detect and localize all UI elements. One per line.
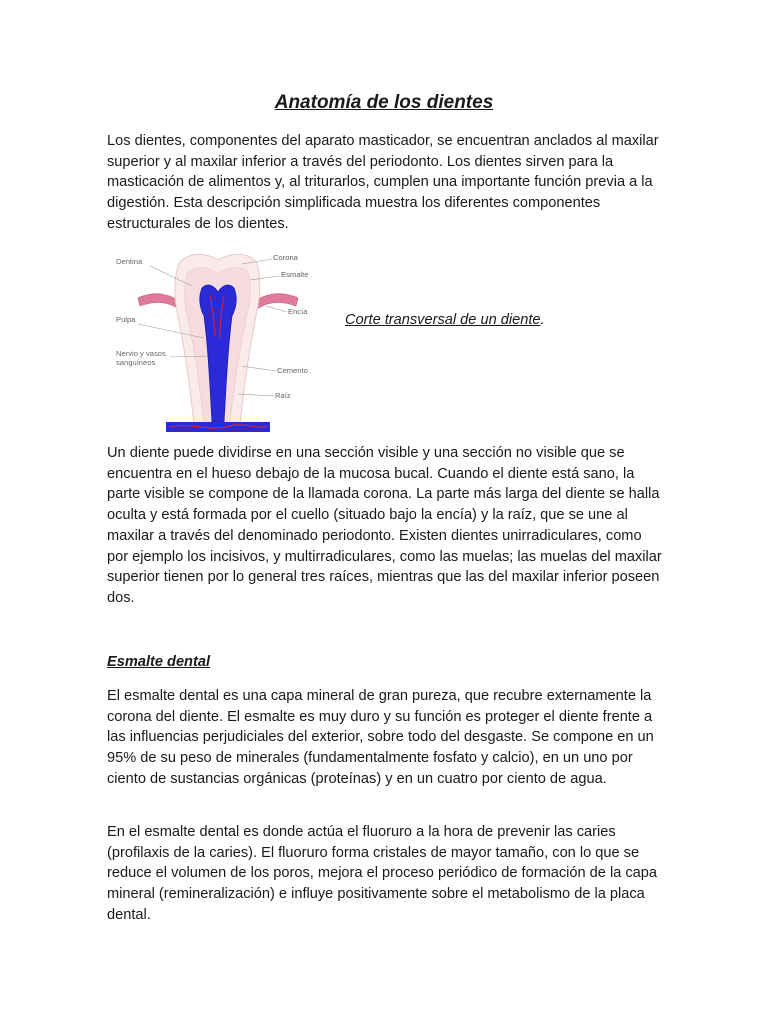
enamel-paragraph: El esmalte dental es una capa mineral de gran pureza, que recubre externamente la corona del diente. El esmalte es muy duro y su función es proteger el diente frente a las influencias perjudiciales del exterior, sobre todo del desgaste. Se compone en un 95% de su peso de minerales (fundamentalmente fosfato y calcio), en un uno por ciento de sustancias orgánicas (proteínas) y en un cuatro por ciento de agua.	[107, 688, 654, 787]
label-raiz: Raíz	[275, 391, 291, 400]
fluoride-paragraph: En el esmalte dental es donde actúa el fluoruro a la hora de prevenir las caries (profilaxis de la caries). El fluoruro forma cristales de mayor tamaño, con lo que se reduce el volumen de los poros, mejora el proceso periódico de formación de la capa mineral (remineralización) e influye positivamente sobre el metabolismo de la placa dental.	[107, 824, 658, 923]
tooth-cross-section-illustration	[110, 246, 345, 438]
label-pulpa: Pulpa	[116, 315, 136, 324]
tooth-diagram	[110, 246, 345, 438]
label-esmalte: Esmalte	[281, 270, 309, 279]
label-nervio-line2: sanguíneos	[116, 358, 156, 367]
label-nervio-line1: Nervio y vasos	[116, 349, 166, 358]
label-encia: Encía	[288, 307, 308, 316]
label-dentina: Dentina	[116, 257, 143, 266]
tooth-sections-paragraph: Un diente puede dividirse en una sección visible y una sección no visible que se encuentra en el hueso debajo de la mucosa bucal. Cuando el diente está sano, la parte visible se compone de la llamada corona. La parte más larga del diente se halla oculta y está formada por el cuello (situado bajo la encía) y la raíz, que se une al maxilar a través del denominado periodonto. Existen dientes unirradiculares, como por ejemplo los incisivos, y multirradiculares, como las muelas; las muelas del maxilar superior tienen por lo general tres raíces, mientras que las del maxilar inferior poseen dos.	[107, 445, 662, 606]
label-corona: Corona	[273, 253, 298, 262]
page-title: Anatomía de los dientes	[274, 92, 494, 113]
figure-caption	[345, 312, 545, 328]
section-heading-esmalte: Esmalte dental	[107, 654, 211, 670]
intro-paragraph: Los dientes, componentes del aparato masticador, se encuentran anclados al maxilar superior y al maxilar inferior a través del periodonto. Los dientes sirven para la masticación de alimentos y, al triturarlos, cumplen una importante función previa a la digestión. Esta descripción simplificada muestra los diferentes componentes estructurales de los dientes.	[107, 133, 659, 232]
label-cemento: Cemento	[277, 366, 308, 375]
figure-caption-text: Corte transversal de un diente	[345, 312, 541, 328]
figure-caption-period: .	[540, 312, 545, 328]
